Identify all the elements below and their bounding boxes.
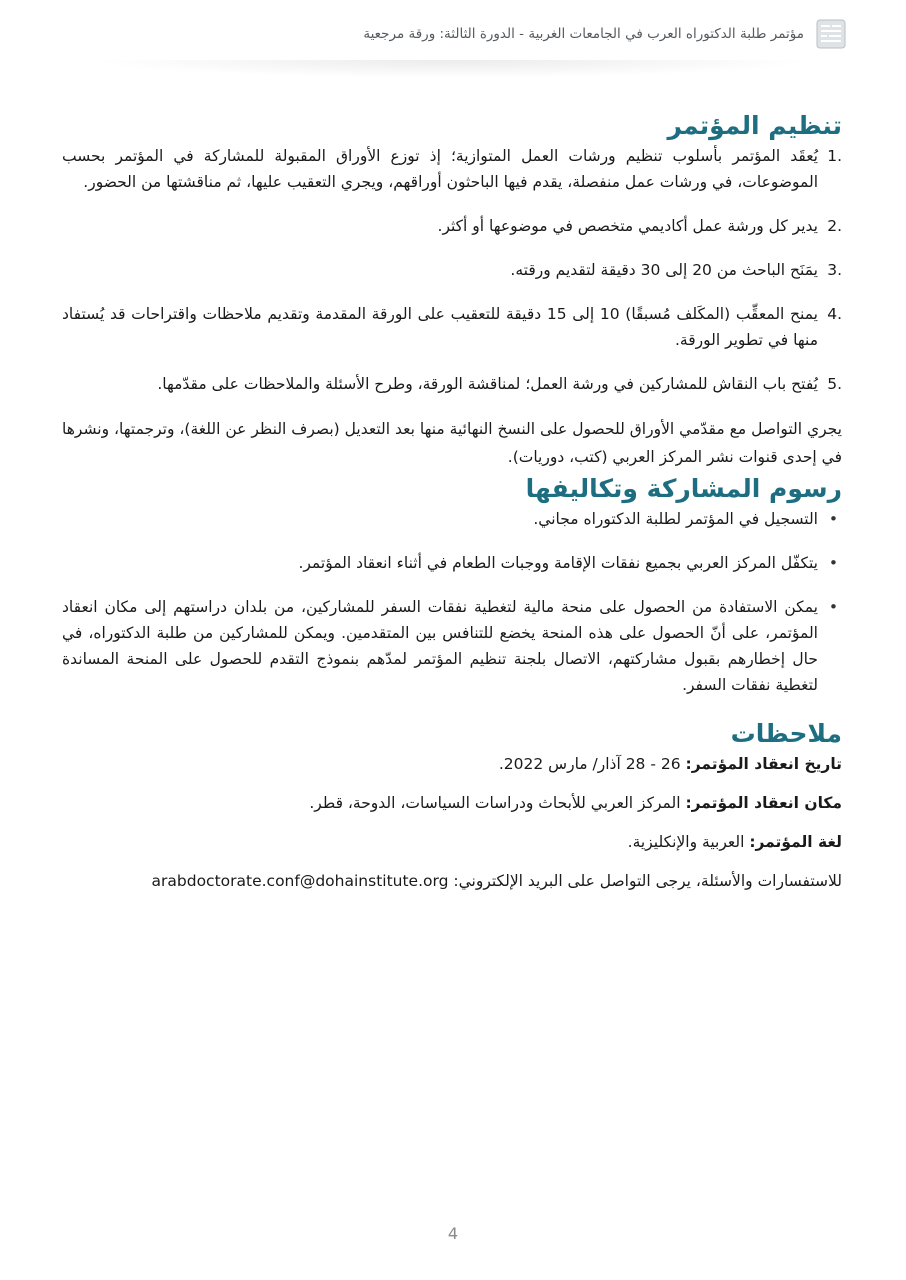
fees-list xyxy=(62,506,842,698)
section-title-fees: رسوم المشاركة وتكاليفها xyxy=(525,474,842,503)
list-item xyxy=(62,301,842,353)
note-place-label: مكان انعقاد المؤتمر: xyxy=(685,794,842,812)
note-contact-text: للاستفسارات والأسئلة، يرجى التواصل على البريد الإلكتروني: xyxy=(453,872,842,890)
list-item xyxy=(62,371,842,397)
list-item-number: .1 xyxy=(827,147,842,165)
page-content xyxy=(62,108,842,907)
list-item xyxy=(62,143,842,195)
list-item: • يتكفّل المركز العربي بجميع نفقات الإقامة ووجبات الطعام في أثناء انعقاد المؤتمر. xyxy=(62,550,842,576)
list-item-number: .2 xyxy=(827,217,842,235)
note-contact xyxy=(62,868,842,894)
list-item-text: يمنح المعقِّب (المكَلف مُسبقًا) 10 إلى 15 دقيقة للتعقيب على الورقة المقدمة وتقديم ملاحظات واقتراحات قد يُستفاد منها في تطوير الورقة. xyxy=(62,305,818,349)
list-item-text: يُعقَد المؤتمر بأسلوب تنظيم ورشات العمل المتوازية؛ إذ توزع الأوراق المقبولة للمشاركة في المؤتمر بحسب الموضوعات، في ورشات عمل منفصلة، يقدم فيها الباحثون أوراقهم، ويجري التعقيب عليها، ثم مناقشتها من الحضور. xyxy=(62,147,818,191)
list-item-number: .4 xyxy=(827,305,842,323)
note-date xyxy=(62,751,842,777)
list-item: • التسجيل في المؤتمر لطلبة الدكتوراه مجاني. xyxy=(62,506,842,532)
section-title-organization: تنظيم المؤتمر xyxy=(667,111,842,140)
header-title: مؤتمر طلبة الدكتوراه العرب في الجامعات الغربية - الدورة الثالثة: ورقة مرجعية xyxy=(363,26,804,42)
institute-logo-icon xyxy=(816,19,846,49)
note-language-value: العربية والإنكليزية. xyxy=(627,833,745,851)
list-item-text: يُفتح باب النقاش للمشاركين في ورشة العمل؛ لمناقشة الورقة، وطرح الأسئلة والملاحظات على مقدّمها. xyxy=(157,375,818,393)
list-item-text: يمَنَح الباحث من 20 إلى 30 دقيقة لتقديم ورقته. xyxy=(510,261,818,279)
header-shadow xyxy=(90,60,816,78)
note-date-label: تاريخ انعقاد المؤتمر: xyxy=(685,755,842,773)
page-header xyxy=(60,14,846,54)
list-item: • يمكن الاستفادة من الحصول على منحة مالية لتغطية نفقات السفر للمشاركين، من بلدان دراستهم إلى مكان انعقاد المؤتمر، على أنّ الحصول على هذه المنحة يخضع للتنافس بين المتقدمين. ويمكن للمشاركين من طلبة الدكتوراه، في حال إخطارهم بقبول مشاركتهم، الاتصال بلجنة تنظيم المؤتمر لمدّهم بنموذج التقدم للحصول على المنحة المساندة لتغطية نفقات السفر. xyxy=(62,594,842,698)
contact-email-link[interactable]: arabdoctorate.conf@dohainstitute.org xyxy=(151,872,449,890)
list-item xyxy=(62,213,842,239)
note-language-label: لغة المؤتمر: xyxy=(749,833,842,851)
list-item-number: .5 xyxy=(827,375,842,393)
note-place-value: المركز العربي للأبحاث ودراسات السياسات، الدوحة، قطر. xyxy=(309,794,681,812)
note-date-value: 26 - 28 آذار/ مارس 2022. xyxy=(498,755,681,773)
organization-list xyxy=(62,143,842,397)
list-item-number: .3 xyxy=(827,261,842,279)
section-title-notes: ملاحظات xyxy=(730,719,842,748)
note-place xyxy=(62,790,842,816)
page-number: 4 xyxy=(447,1224,459,1243)
list-item xyxy=(62,257,842,283)
list-item-text: يدير كل ورشة عمل أكاديمي متخصص في موضوعها أو أكثر. xyxy=(437,217,818,235)
note-language xyxy=(62,829,842,855)
organization-paragraph: يجري التواصل مع مقدّمي الأوراق للحصول على النسخ النهائية منها بعد التعديل (بصرف النظر عن اللغة)، وترجمتها، ونشرها في إحدى قنوات نشر المركز العربي (كتب، دوريات). xyxy=(62,420,842,466)
